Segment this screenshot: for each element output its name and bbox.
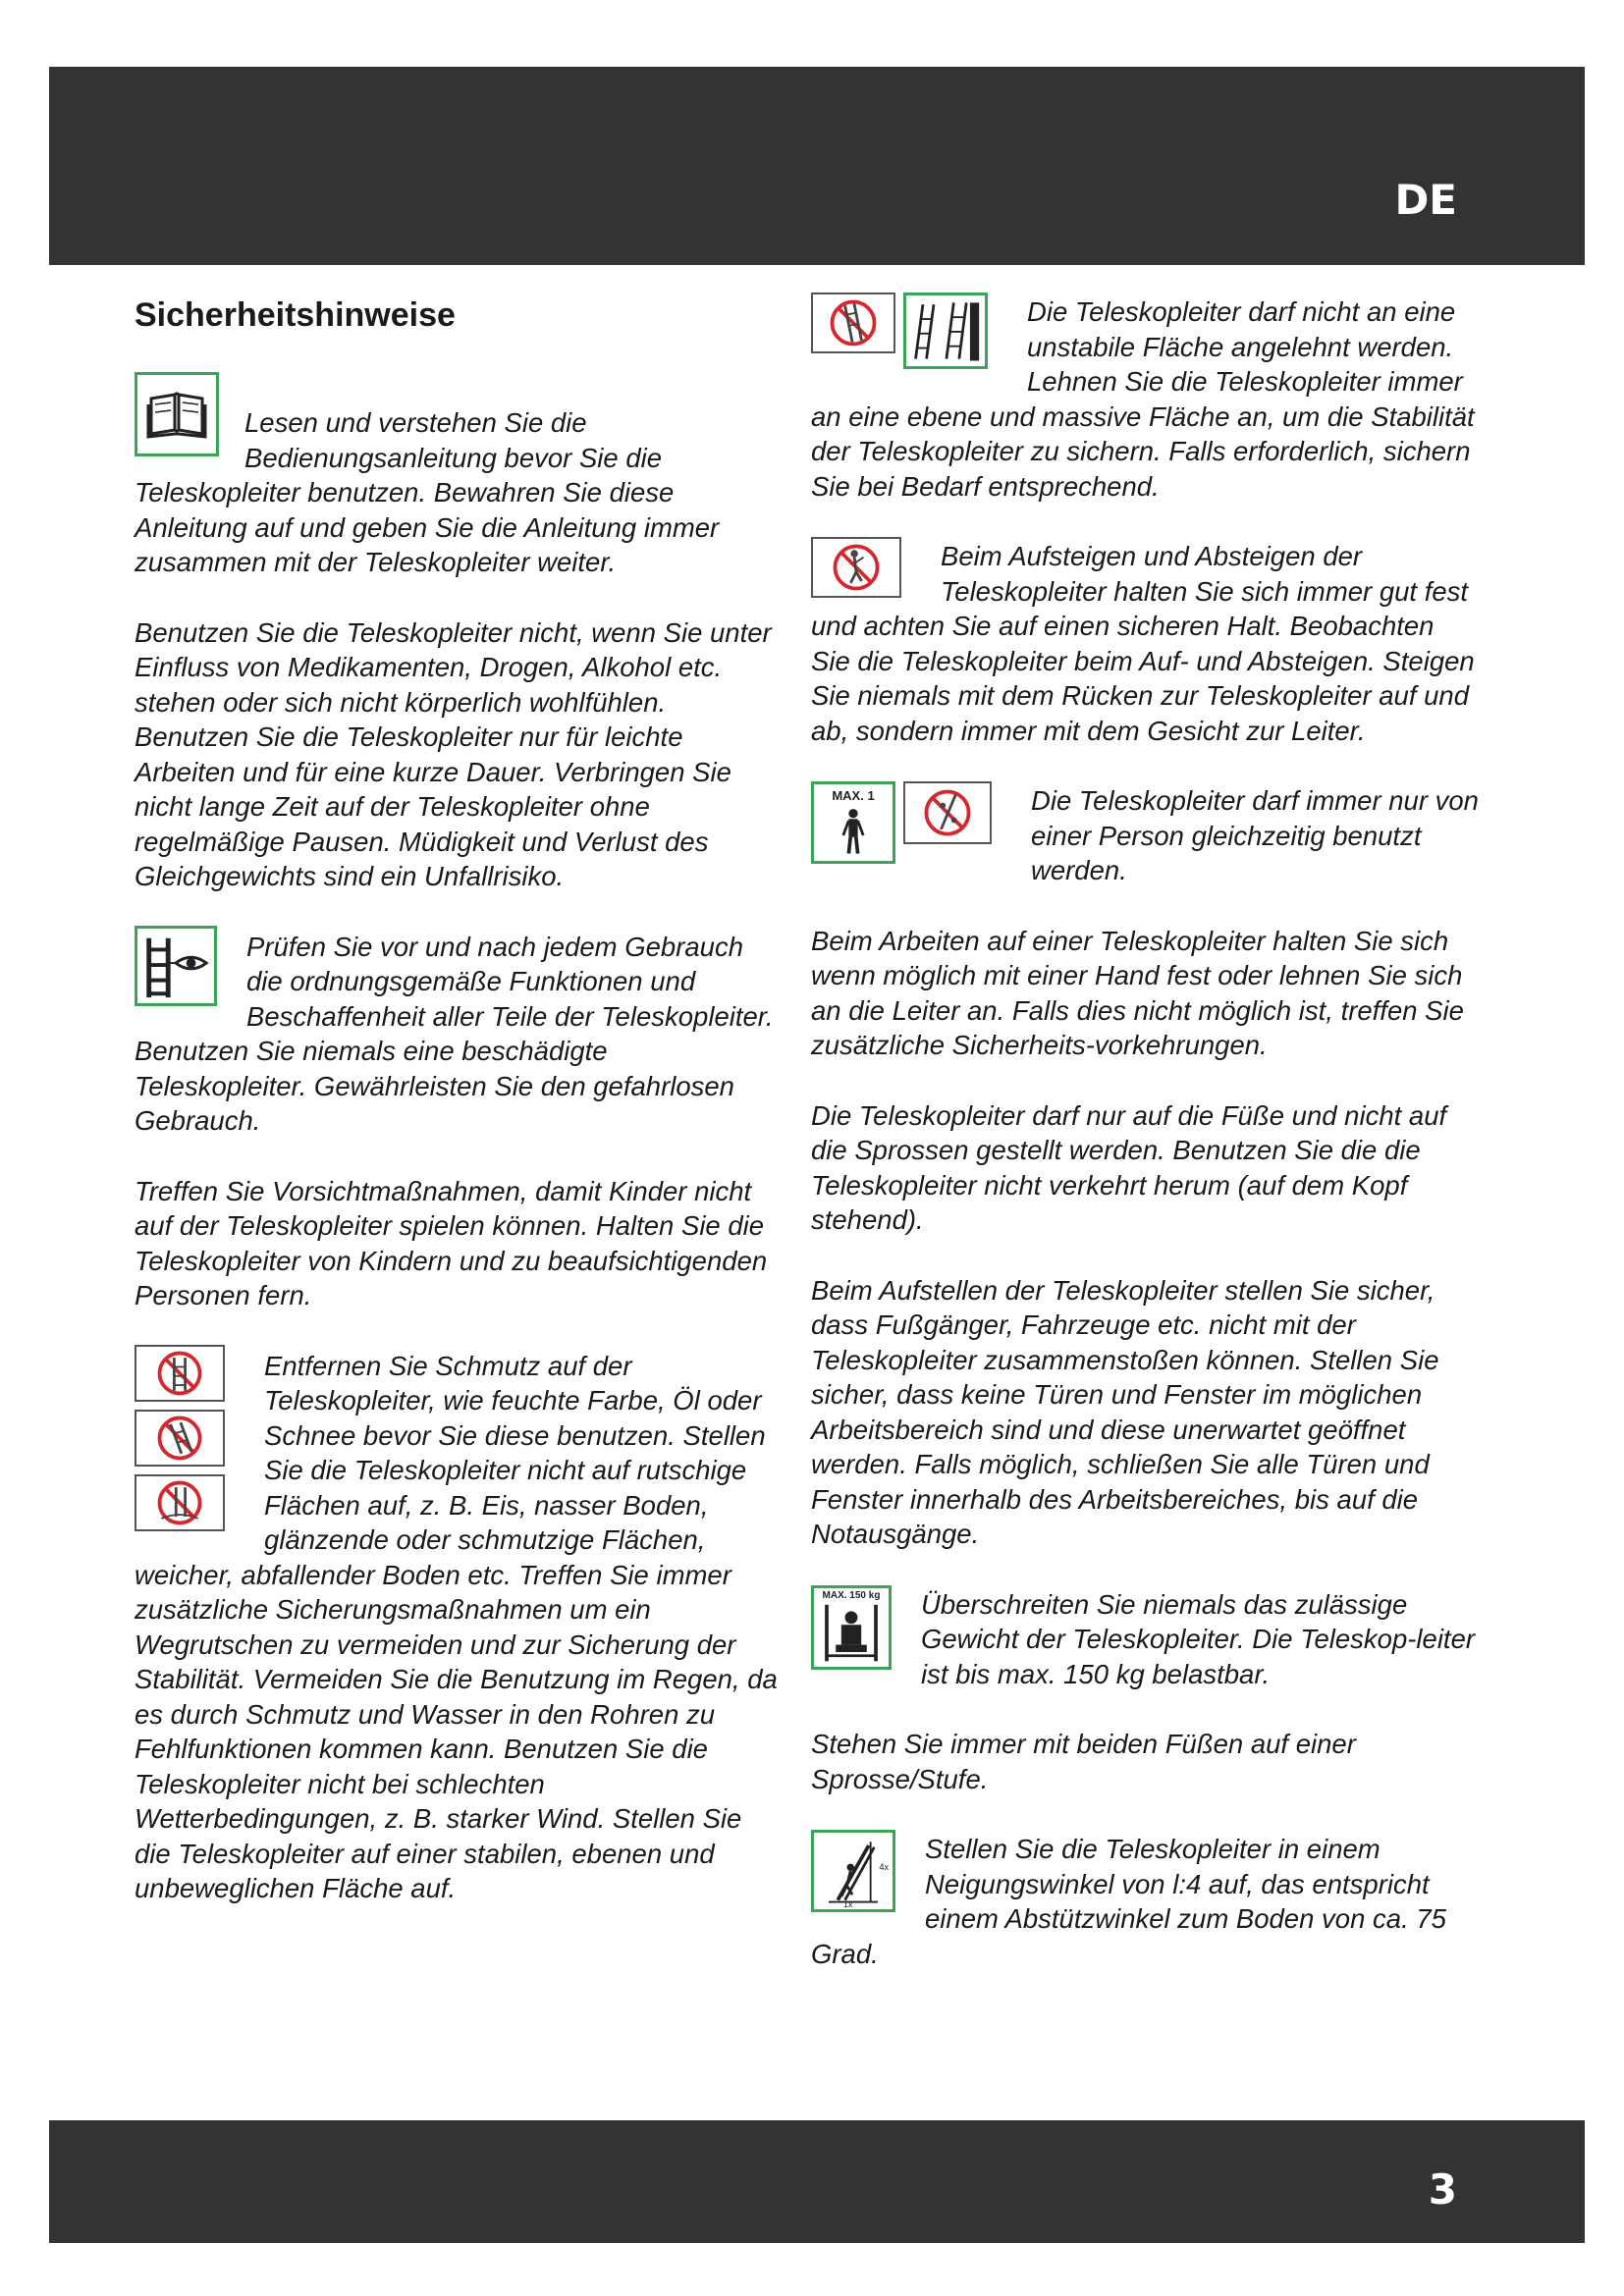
paragraph-surface: Entfernen Sie Schmutz auf der Teleskopleiter, wie feuchte Farbe, Öl oder Schnee bevor Sie diese benutzen. Stellen Sie die Teleskopleiter nicht auf rutschige Flächen auf, z. B. Eis, nasser Boden, glänzende oder schmutzige Flächen, weicher, abfallender Boden etc. Treffen Sie immer zusätzliche Sicherungsmaßnahmen um ein Wegrutschen zu vermeiden und zur Sicherung der Stabilität. Vermeiden Sie die Benutzung im Regen, da es durch Schmutz und Wasser in den Rohren zu Fehlfunktionen kommen kann. Benutzen Sie die Teleskopleiter nicht bei schlechten Wetterbedingungen, z. B. starker Wind. Stellen Sie die Teleskopleiter auf einer stabilen, ebenen und unbeweglichen Fläche auf. (135, 1350, 778, 1903)
manual-book-icon (135, 372, 219, 456)
section-inspect (135, 930, 783, 1139)
angle-side-label: 4x (879, 1862, 889, 1872)
paragraph-inspect: Prüfen Sie vor und nach jedem Gebrauch die ordnungsgemäße Funktionen und Beschaffenheit aller Teile der Teleskopleiter. Benutzen Sie niemals eine beschädigte Teleskopleiter. Gewährleisten Sie den gefahrlosen Gebrauch. (135, 931, 774, 1136)
section-surface (135, 1349, 783, 1906)
section-weight (811, 1587, 1479, 1692)
no-unstable-lean-icon (811, 293, 895, 353)
paragraph-one-person: Die Teleskopleiter darf immer nur von einer Person gleichzeitig benutzt werden. (1031, 785, 1479, 885)
paragraph-climb: Beim Aufsteigen und Absteigen der Teleskopleiter halten Sie sich immer gut fest und achten Sie auf einen sicheren Halt. Beobachten Sie die Teleskopleiter beim Auf- und Absteigen. Steigen Sie niemals mit dem Rücken zur Teleskopleiter auf und ab, sondern immer mit dem Gesicht zur Leiter. (811, 541, 1475, 746)
paragraph-fitness: Benutzen Sie die Teleskopleiter nicht, wenn Sie unter Einfluss von Medikamenten, Drogen, Alkohol etc. stehen oder sich nicht körperlich wohlfühlen. Benutzen Sie die Teleskopleiter nur für leichte Arbeiten und für eine kurze Dauer. Verbringen Sie nicht lange Zeit auf der Teleskopleiter ohne regelmäßige Pausen. Müdigkeit und Verlust des Gleichgewichts sind ein Unfallrisiko. (135, 616, 772, 891)
paragraph-traffic: Beim Aufstellen der Teleskopleiter stellen Sie sicher, dass Fußgänger, Fahrzeuge etc. nicht mit der Teleskopleiter zusammenstoßen können. Stellen Sie sicher, dass keine Türen und Fenster im möglichen Arbeitsbereich sind und diese unerwartet geöffnet werden. Falls möglich, schließen Sie alle Türen und Fenster innerhalb des Arbeitsbereiches, bis auf die Notausgänge. (811, 1274, 1439, 1549)
one-person-icons (811, 781, 992, 864)
section-lean (811, 294, 1479, 504)
section-one-person (811, 783, 1479, 888)
paragraph-read-manual: Lesen und verstehen Sie die Bedienungsanleitung bevor Sie die Teleskopleiter benutzen. Bewahren Sie diese Anleitung auf und geben Sie die Anleitung immer zusammen mit der Teleskopleiter weiter. (135, 407, 720, 577)
surface-icons (135, 1345, 225, 1531)
angle-base-label: 1x (843, 1899, 853, 1909)
paragraph-feet: Die Teleskopleiter darf nur auf die Füße und nicht auf die Sprossen gestellt werden. Benutzen Sie die die Teleskopleiter nicht verkehrt herum (auf dem Kopf stehend). (811, 1099, 1447, 1235)
paragraph-lean: Die Teleskopleiter darf nicht an eine unstabile Fläche angelehnt werden. Lehnen Sie die Teleskopleiter immer an eine ebene und massive Fläche an, um die Stabilität der Teleskopleiter zu sichern. Falls erforderlich, sichern Sie bei Bedarf entsprechend. (811, 296, 1475, 502)
paragraph-weight: Überschreiten Sie niemals das zulässige Gewicht der Teleskopleiter. Die Teleskop-leiter ist bis max. 150 kg belastbar. (921, 1588, 1476, 1689)
footer-bar (49, 2120, 1585, 2243)
max-one-person-icon (811, 781, 895, 864)
max-one-label: MAX. 1 (832, 788, 875, 803)
no-slippery-ground-icon (135, 1410, 225, 1467)
max-weight-icon (811, 1585, 892, 1670)
header-bar (49, 67, 1585, 265)
max-weight-label: MAX. 150 kg (822, 1589, 881, 1601)
left-column (135, 287, 783, 1906)
paragraph-both-feet: Stehen Sie immer mit beiden Füßen auf einer Sprosse/Stufe. (811, 1729, 1356, 1794)
page-number: 3 (1428, 2165, 1457, 2214)
correct-lean-icon (903, 293, 988, 369)
section-angle (811, 1832, 1479, 1971)
paragraph-angle: Stellen Sie die Teleskopleiter in einem Neigungswinkel von l:4 auf, das entspricht einem Abstützwinkel zum Boden von ca. 75 Grad. (811, 1834, 1446, 1969)
paragraph-hold: Beim Arbeiten auf einer Teleskopleiter halten Sie sich wenn möglich mit einer Hand fest oder lehnen Sie sich an die Leiter an. Falls dies nicht möglich ist, treffen Sie zusätzliche Sicherheits-vorkehrungen. (811, 925, 1464, 1060)
section-climb (811, 539, 1479, 748)
no-two-persons-icon (903, 781, 992, 844)
section-read-manual (135, 374, 783, 580)
no-dirty-ladder-icon (135, 1345, 225, 1402)
paragraph-children: Treffen Sie Vorsichtmaßnahmen, damit Kinder nicht auf der Teleskopleiter spielen können. Halten Sie die Teleskopleiter von Kindern und zu beaufsichtigenden Personen fern. (135, 1175, 768, 1310)
page-title: Sicherheitshinweise (135, 296, 456, 334)
angle-ladder-icon (811, 1830, 895, 1912)
no-backward-climb-icon (811, 537, 901, 598)
right-column (811, 287, 1479, 1971)
lean-icons (811, 293, 988, 369)
no-soft-ground-icon (135, 1474, 225, 1531)
language-label: DE (1394, 176, 1457, 224)
ladder-inspection-icon (135, 926, 217, 1006)
